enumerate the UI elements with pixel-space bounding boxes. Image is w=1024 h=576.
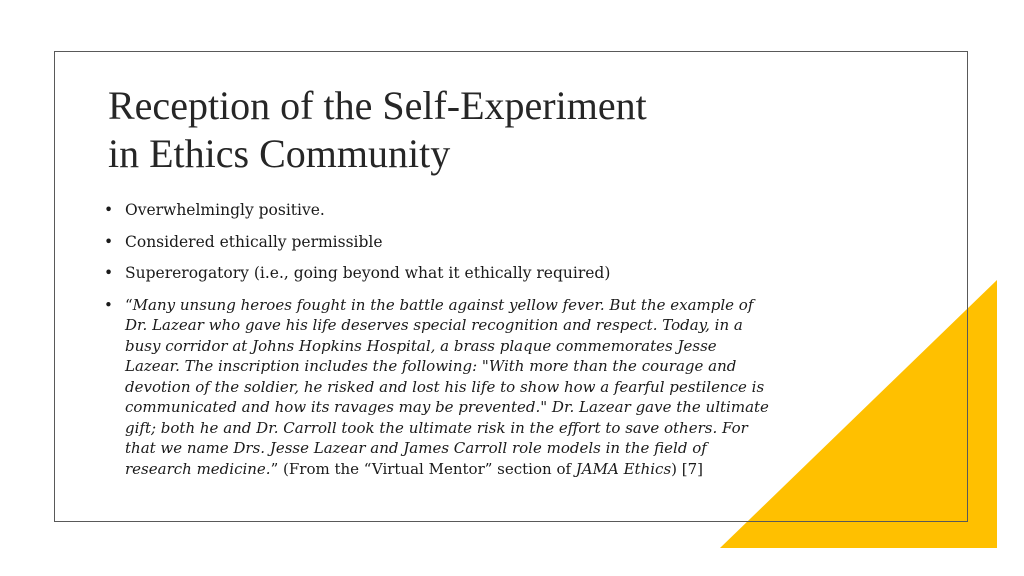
bullet-marker: • bbox=[104, 264, 114, 282]
slide-title bbox=[108, 82, 808, 178]
quote-source: ” (From the “Virtual Mentor” section of bbox=[270, 459, 576, 478]
title-line-1: Reception of the Self-Experiment bbox=[108, 83, 647, 128]
bullet-item bbox=[104, 200, 774, 221]
quote-text: Many unsung heroes fought in the battle against yellow fever. But the example of Dr. Lazear who gave his life deserves special recognition and respect. Today, in a busy corridor at Johns Hopkins Hospital, a brass plaque commemorates Jesse Lazear. The inscription includes the following: "With more than the courage and devotion of the soldier, he risked and lost his life to show how a fearful pestilence is communicated and how its ravages may be prevented." Dr. Lazear gave the ultimate gift; both he and Dr. Carroll took the ultimate risk in the effort to save others. For that we name Drs. Jesse Lazear and James Carroll role models in the field of research medicine. bbox=[125, 295, 769, 478]
bullet-text: Supererogatory (i.e., going beyond what it ethically required) bbox=[125, 264, 611, 282]
bullet-marker: • bbox=[104, 232, 114, 251]
bullet-text: Considered ethically permissible bbox=[125, 232, 383, 251]
bullet-item bbox=[104, 263, 774, 284]
quote-bullet-item bbox=[104, 295, 774, 480]
bullet-marker: • bbox=[104, 201, 114, 219]
bullet-item bbox=[104, 232, 774, 253]
title-line-2: in Ethics Community bbox=[108, 131, 451, 176]
citation: ) [7] bbox=[671, 459, 704, 478]
bullet-marker: • bbox=[104, 295, 113, 314]
open-quote-mark: “ bbox=[125, 295, 133, 314]
journal-name: JAMA Ethics bbox=[575, 459, 672, 478]
bullet-list bbox=[104, 200, 774, 490]
bullet-text: Overwhelmingly positive. bbox=[125, 201, 325, 219]
